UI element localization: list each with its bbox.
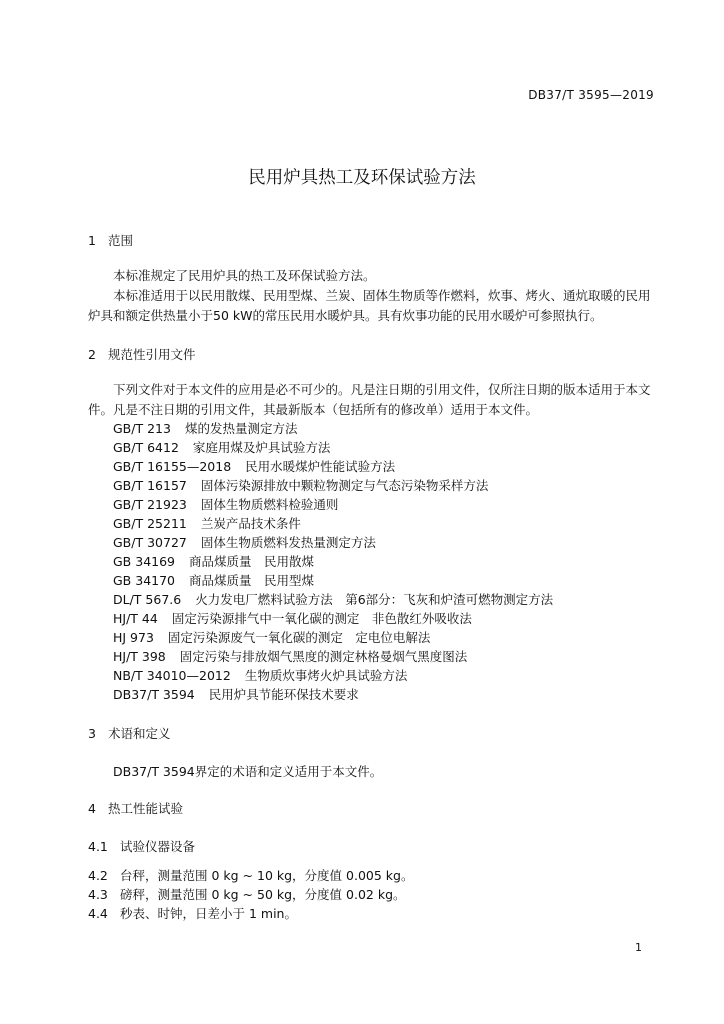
reference-code: DL/T 567.6 [113,592,182,607]
reference-code: HJ/T 398 [113,649,166,664]
section-number: 2 [88,347,96,362]
section-title: 热工性能试验 [108,801,184,816]
reference-item [113,476,488,494]
reference-item [113,533,376,551]
reference-code: HJ/T 44 [113,611,158,626]
reference-code: GB/T 21923 [113,497,187,512]
reference-item [113,685,359,703]
reference-code: GB/T 213 [113,421,171,436]
reference-item [113,495,338,513]
reference-code: GB/T 16157 [113,478,187,493]
subsection-number: 4.4 [88,906,108,921]
page-number: 1 [635,941,642,954]
section-title: 范围 [108,233,134,248]
subsection-item [88,837,195,855]
reference-name: 固体生物质燃料发热量测定方法 [200,535,376,550]
reference-name: 商品煤质量 民用散煤 [189,554,315,569]
subsection-item [88,885,406,903]
reference-item [113,438,330,456]
reference-code: GB 34170 [113,573,175,588]
subsection-text: 磅秤，测量范围 0 kg ~ 50 kg，分度值 0.02 kg。 [120,887,406,902]
reference-code: GB 34169 [113,554,175,569]
reference-name: 家庭用煤及炉具试验方法 [192,440,331,455]
section-3-heading [88,724,171,742]
reference-name: 民用炉具节能环保技术要求 [208,687,359,702]
reference-name: 固定污染源废气一氧化碳的测定 定电位电解法 [167,630,431,645]
reference-name: 煤的发热量测定方法 [184,421,298,436]
reference-name: 固定污染与排放烟气黑度的测定林格曼烟气黑度图法 [179,649,468,664]
reference-item [113,552,314,570]
document-title: 民用炉具热工及环保试验方法 [248,168,476,188]
section-number: 3 [88,726,96,741]
reference-code: GB/T 6412 [113,440,179,455]
reference-name: 兰炭产品技术条件 [200,516,301,531]
reference-name: 民用水暖煤炉性能试验方法 [245,459,396,474]
reference-name: 火力发电厂燃料试验方法 第6部分：飞灰和炉渣可燃物测定方法 [195,592,554,607]
subsection-text: 秒表、时钟，日差小于 1 min。 [120,906,297,921]
reference-item [113,514,301,532]
section-title: 术语和定义 [108,726,171,741]
reference-item [113,419,297,437]
reference-code: GB/T 30727 [113,535,187,550]
reference-code: GB/T 25211 [113,516,187,531]
subsection-number: 4.1 [88,839,108,854]
reference-name: 商品煤质量 民用型煤 [189,573,315,588]
subsection-text: 台秤，测量范围 0 kg ~ 10 kg，分度值 0.005 kg。 [120,868,414,883]
reference-item [113,457,395,475]
section-number: 4 [88,801,96,816]
subsection-number: 4.3 [88,887,108,902]
paragraph: 本标准适用于以民用散煤、民用型煤、兰炭、固体生物质等作燃料，炊事、烤火、通炕取暖的民用炉具和额定供热量小于50 kW的常压民用水暖炉具。具有炊事功能的民用水暖炉可参照执行。 [88,288,651,323]
subsection-text: 试验仪器设备 [120,839,196,854]
reference-code: HJ 973 [113,630,154,645]
reference-code: NB/T 34010—2012 [113,668,231,683]
section-title: 规范性引用文件 [108,347,196,362]
reference-item [113,628,430,646]
subsection-number: 4.2 [88,868,108,883]
reference-item [113,609,472,627]
section-number: 1 [88,233,96,248]
paragraph: DB37/T 3594界定的术语和定义适用于本文件。 [113,764,383,779]
reference-name: 固体生物质燃料检验通则 [200,497,339,512]
subsection-item [88,904,297,922]
reference-name: 生物质炊事烤火炉具试验方法 [244,668,408,683]
reference-code: GB/T 16155—2018 [113,459,232,474]
paragraph: 下列文件对于本文件的应用是必不可少的。凡是注日期的引用文件，仅所注日期的版本适用于本文件。凡是不注日期的引用文件，其最新版本（包括所有的修改单）适用于本文件。 [88,382,651,417]
reference-item [113,571,314,589]
reference-name: 固定污染源排气中一氧化碳的测定 非色散红外吸收法 [171,611,472,626]
section-2-heading [88,345,196,363]
reference-code: DB37/T 3594 [113,687,195,702]
reference-item [113,590,553,608]
reference-name: 固体污染源排放中颗粒物测定与气态污染物采样方法 [200,478,489,493]
section-4-heading [88,799,183,817]
section-1-heading [88,231,133,249]
reference-item [113,666,407,684]
paragraph: 本标准规定了民用炉具的热工及环保试验方法。 [113,268,376,283]
reference-item [113,647,467,665]
subsection-item [88,866,413,884]
standard-code: DB37/T 3595—2019 [528,88,654,102]
